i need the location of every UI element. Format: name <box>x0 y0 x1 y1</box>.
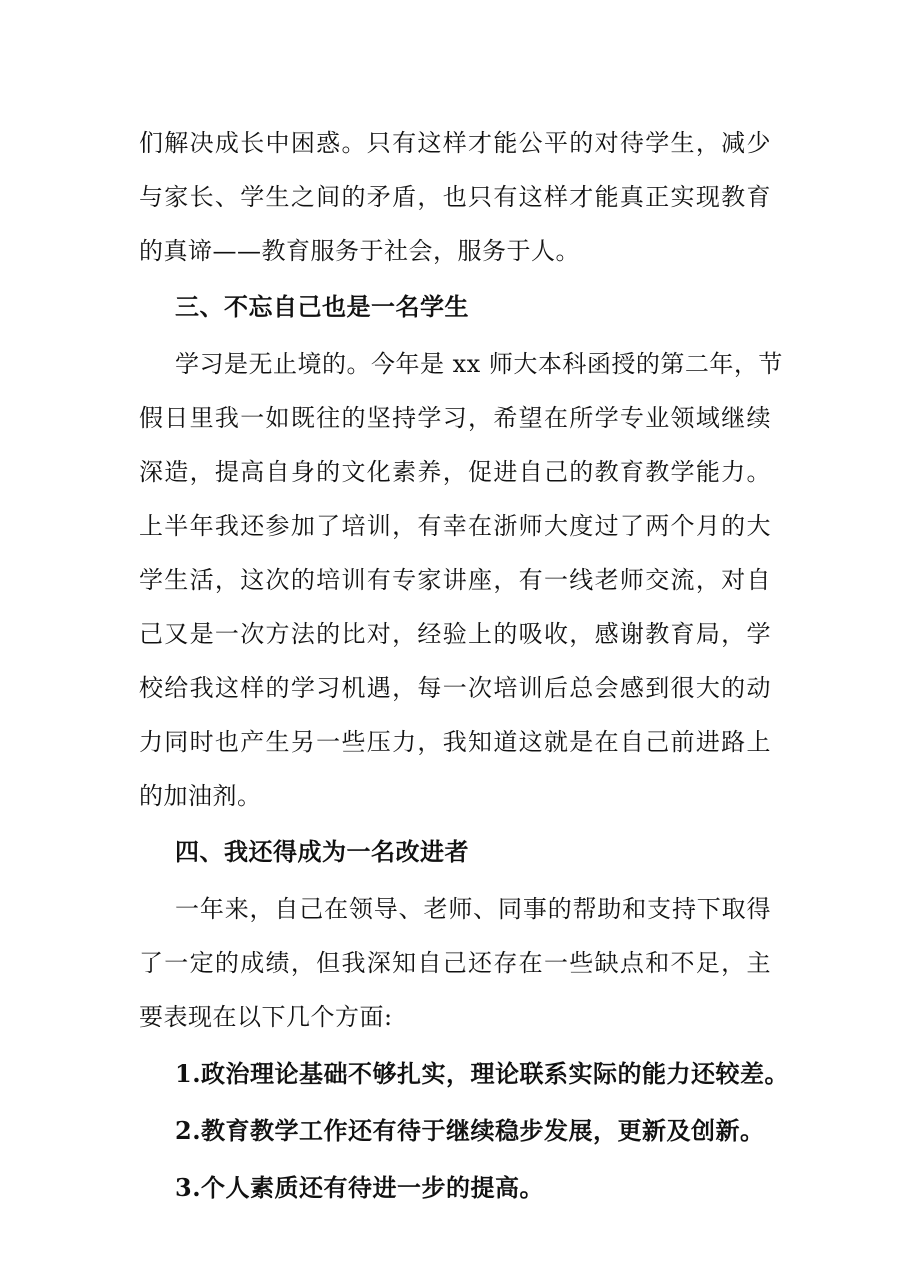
paragraph-line: 们解决成长中困惑。只有这样才能公平的对待学生，减少 <box>139 129 771 157</box>
paragraph-line: 学习是无止境的。今年是 xx 师大本科函授的第二年，节 <box>175 350 783 378</box>
section-heading: 三、不忘自己也是一名学生 <box>175 292 469 321</box>
paragraph-line: 己又是一次方法的比对，经验上的吸收，感谢教育局，学 <box>139 620 771 648</box>
paragraph-line: 的加油剂。 <box>139 782 262 810</box>
list-item: 3.个人素质还有待进一步的提高。 <box>175 1173 545 1202</box>
paragraph-line: 假日里我一如既往的坚持学习，希望在所学专业领域继续 <box>139 404 771 432</box>
paragraph-line: 的真谛——教育服务于社会，服务于人。 <box>139 237 580 265</box>
paragraph-line: 深造，提高自身的文化素养，促进自己的教育教学能力。 <box>139 458 771 486</box>
paragraph-line: 力同时也产生另一些压力，我知道这就是在自己前进路上 <box>139 728 771 756</box>
paragraph-line: 与家长、学生之间的矛盾，也只有这样才能真正实现教育 <box>139 183 771 211</box>
paragraph-line: 一年来，自己在领导、老师、同事的帮助和支持下取得 <box>175 895 771 923</box>
paragraph-line: 校给我这样的学习机遇，每一次培训后总会感到很大的动 <box>139 674 771 702</box>
section-heading: 四、我还得成为一名改进者 <box>175 837 469 866</box>
paragraph-line: 了一定的成绩，但我深知自己还存在一些缺点和不足，主 <box>139 949 771 977</box>
paragraph-line: 上半年我还参加了培训，有幸在浙师大度过了两个月的大 <box>139 512 771 540</box>
list-item: 1.政治理论基础不够扎实，理论联系实际的能力还较差。 <box>175 1059 790 1088</box>
list-item: 2.教育教学工作还有待于继续稳步发展，更新及创新。 <box>175 1116 765 1145</box>
paragraph-line: 要表现在以下几个方面: <box>139 1003 393 1031</box>
paragraph-line: 学生活，这次的培训有专家讲座，有一线老师交流，对自 <box>139 566 771 594</box>
